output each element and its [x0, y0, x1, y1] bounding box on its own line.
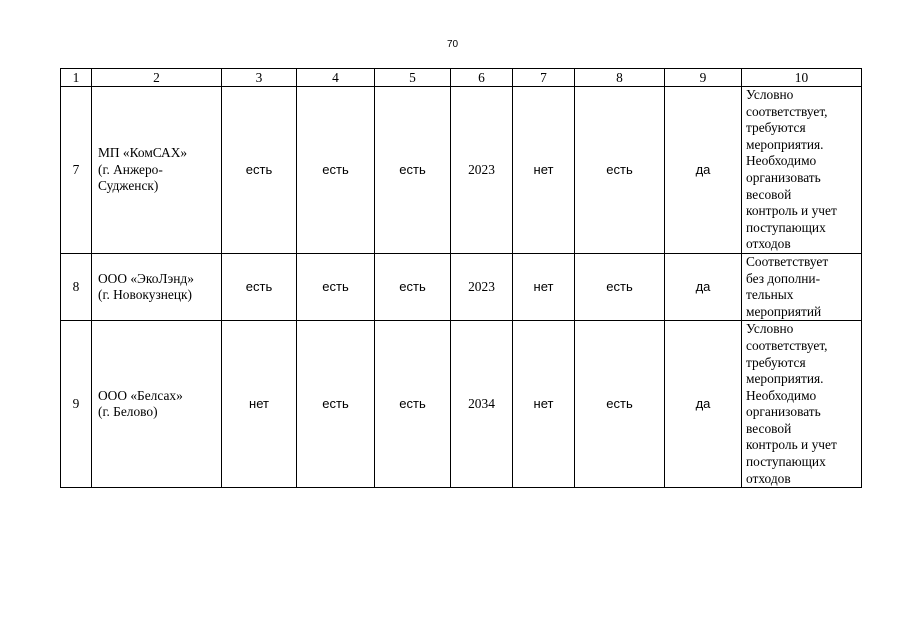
table-cell: есть	[375, 253, 451, 320]
organization-name-line: МП «КомСАХ»	[98, 145, 188, 161]
column-header: 8	[575, 69, 665, 87]
table-cell: да	[665, 321, 742, 488]
column-header: 5	[375, 69, 451, 87]
organization-name-line: Судженск)	[98, 178, 159, 194]
column-header: 6	[451, 69, 513, 87]
note-line: отходов	[746, 470, 791, 486]
column-header: 2	[92, 69, 222, 87]
note-line: тельных	[746, 287, 794, 303]
table-cell-year: 2034	[451, 321, 513, 488]
row-number: 7	[61, 87, 92, 254]
note-line: требуются	[746, 120, 806, 136]
table-cell-year: 2023	[451, 87, 513, 254]
note-line: соответствует,	[746, 337, 828, 353]
note-line: отходов	[746, 236, 791, 252]
note-line: требуются	[746, 354, 806, 370]
note-line: весовой	[746, 186, 792, 202]
note-line: Условно	[746, 87, 794, 102]
organization-name-line: (г. Анжеро-	[98, 161, 163, 177]
table-cell: есть	[222, 87, 297, 254]
table-cell-year: 2023	[451, 253, 513, 320]
note-line: без дополни-	[746, 270, 821, 286]
note-line: весовой	[746, 420, 792, 436]
column-header: 9	[665, 69, 742, 87]
page-number: 70	[446, 39, 459, 50]
note-line: поступающих	[746, 219, 826, 235]
table-cell: есть	[375, 87, 451, 254]
organization-name	[92, 87, 222, 254]
table-cell: нет	[513, 321, 575, 488]
table-cell: нет	[222, 321, 297, 488]
table-cell: есть	[297, 253, 375, 320]
compliance-note	[742, 253, 862, 320]
note-line: Соответствует	[746, 253, 829, 269]
table-cell: нет	[513, 87, 575, 254]
note-line: Условно	[746, 321, 794, 337]
table-cell: есть	[222, 253, 297, 320]
data-table	[60, 68, 862, 488]
note-line: поступающих	[746, 454, 826, 470]
row-number: 8	[61, 253, 92, 320]
note-line: организовать	[746, 169, 821, 185]
compliance-note	[742, 87, 862, 254]
table-cell: нет	[513, 253, 575, 320]
organization-name	[92, 253, 222, 320]
column-header: 3	[222, 69, 297, 87]
note-line: соответствует,	[746, 103, 828, 119]
organization-name	[92, 321, 222, 488]
column-header: 7	[513, 69, 575, 87]
note-line: организовать	[746, 404, 821, 420]
column-header: 10	[742, 69, 862, 87]
table-cell: есть	[575, 253, 665, 320]
organization-name-line: ООО «Белсах»	[98, 387, 183, 403]
organization-name-line: (г. Белово)	[98, 404, 158, 420]
compliance-note	[742, 321, 862, 488]
table-header-row	[61, 69, 862, 87]
note-line: контроль и учет	[746, 203, 837, 219]
organization-name-line: (г. Новокузнецк)	[98, 287, 192, 303]
note-line: Необходимо	[746, 387, 817, 403]
table-row	[61, 321, 862, 488]
organization-name-line: ООО «ЭкоЛэнд»	[98, 270, 194, 286]
column-header: 4	[297, 69, 375, 87]
note-line: мероприятия.	[746, 136, 824, 152]
table-cell: да	[665, 87, 742, 254]
table-cell: есть	[297, 87, 375, 254]
table-row	[61, 253, 862, 320]
note-line: мероприятий	[746, 303, 822, 319]
table-row	[61, 87, 862, 254]
row-number: 9	[61, 321, 92, 488]
table-cell: да	[665, 253, 742, 320]
table-cell: есть	[297, 321, 375, 488]
table-cell: есть	[375, 321, 451, 488]
table-cell: есть	[575, 321, 665, 488]
note-line: мероприятия.	[746, 371, 824, 387]
note-line: Необходимо	[746, 153, 817, 169]
note-line: контроль и учет	[746, 437, 837, 453]
table-cell: есть	[575, 87, 665, 254]
column-header: 1	[61, 69, 92, 87]
